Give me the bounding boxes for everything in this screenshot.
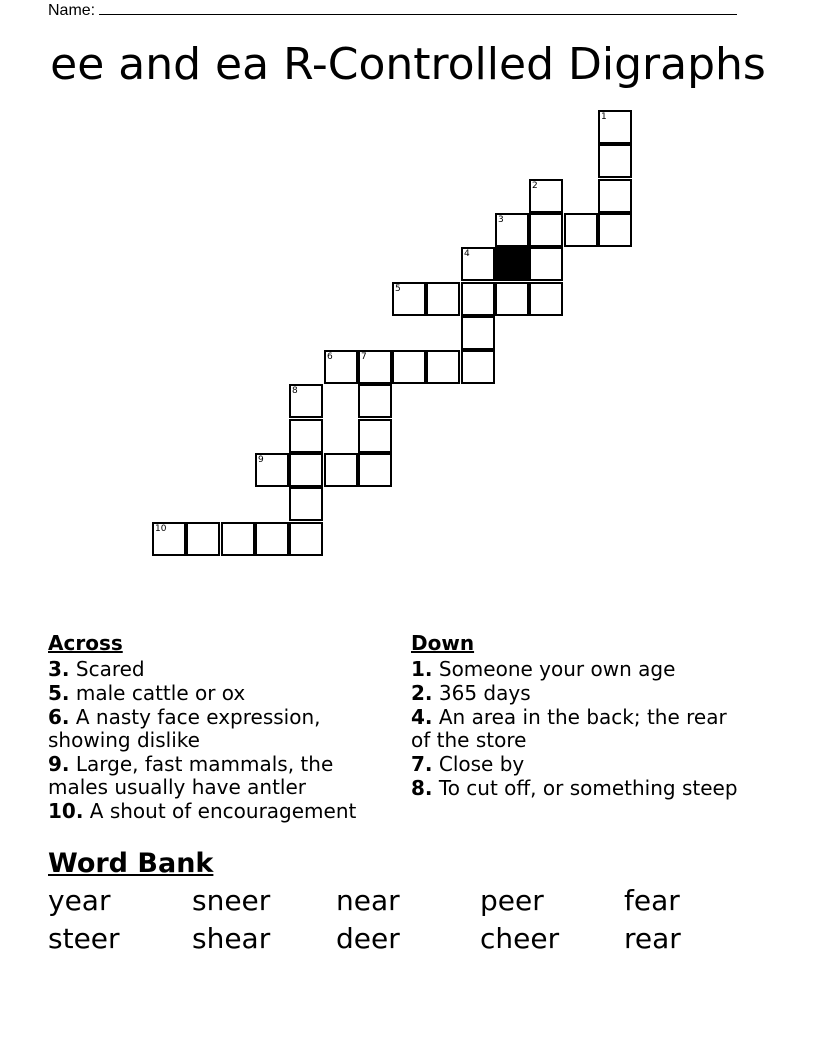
clue-text: Scared	[75, 657, 145, 681]
crossword-cell[interactable]	[529, 247, 563, 281]
clue-number: 10.	[48, 799, 84, 823]
crossword-cell[interactable]	[289, 419, 323, 453]
clue-text: male cattle or ox	[75, 681, 246, 705]
down-clue	[411, 706, 751, 752]
crossword-cell[interactable]	[392, 350, 426, 384]
word-bank-word: shear	[192, 922, 271, 955]
down-clue	[411, 658, 751, 681]
crossword-cell[interactable]	[461, 316, 495, 350]
across-clue	[48, 658, 378, 681]
down-clue	[411, 753, 751, 776]
crossword-cell[interactable]	[358, 453, 392, 487]
crossword-block	[495, 247, 529, 281]
crossword-cell[interactable]	[564, 213, 598, 247]
clue-text: Someone your own age	[438, 657, 676, 681]
word-bank-word: rear	[624, 922, 681, 955]
clue-number: 3.	[48, 657, 70, 681]
crossword-cell[interactable]	[324, 350, 358, 384]
clue-number: 1.	[411, 657, 433, 681]
down-clue	[411, 777, 751, 800]
crossword-cell[interactable]	[289, 384, 323, 418]
cell-number: 2	[532, 181, 538, 191]
cell-number: 4	[464, 249, 470, 259]
down-clues	[411, 630, 751, 801]
across-clue	[48, 682, 378, 705]
clue-text: Large, fast mammals, the males usually have antler	[48, 752, 334, 799]
crossword-cell[interactable]	[324, 453, 358, 487]
crossword-cell[interactable]	[392, 282, 426, 316]
crossword-cell[interactable]	[529, 213, 563, 247]
crossword-cell[interactable]	[598, 110, 632, 144]
crossword-cell[interactable]	[221, 522, 255, 556]
crossword-cell[interactable]	[358, 384, 392, 418]
crossword-cell[interactable]	[255, 522, 289, 556]
crossword-cell[interactable]	[358, 350, 392, 384]
clue-text: An area in the back; the rear of the store	[411, 705, 727, 752]
word-bank-word: peer	[480, 884, 544, 917]
clue-number: 7.	[411, 752, 433, 776]
crossword-cell[interactable]	[461, 247, 495, 281]
clue-text: Close by	[438, 752, 525, 776]
clue-number: 4.	[411, 705, 433, 729]
across-clue	[48, 800, 378, 823]
across-clues	[48, 630, 378, 824]
cell-number: 3	[498, 215, 504, 225]
crossword-cell[interactable]	[426, 350, 460, 384]
crossword-cell[interactable]	[495, 282, 529, 316]
word-bank-word: near	[336, 884, 400, 917]
cell-number: 9	[258, 455, 264, 465]
crossword-cell[interactable]	[495, 213, 529, 247]
clue-number: 6.	[48, 705, 70, 729]
crossword-cell[interactable]	[358, 419, 392, 453]
crossword-cell[interactable]	[598, 179, 632, 213]
across-heading: Across	[48, 631, 123, 655]
page-title: ee and ea R-Controlled Digraphs	[50, 39, 766, 90]
crossword-cell[interactable]	[598, 213, 632, 247]
crossword-cell[interactable]	[186, 522, 220, 556]
word-bank-word: cheer	[480, 922, 560, 955]
cell-number: 6	[327, 352, 333, 362]
cell-number: 1	[601, 112, 607, 122]
clue-number: 8.	[411, 776, 433, 800]
crossword-cell[interactable]	[289, 487, 323, 521]
clue-number: 5.	[48, 681, 70, 705]
clue-number: 9.	[48, 752, 70, 776]
word-bank-heading: Word Bank	[48, 848, 214, 879]
crossword-cell[interactable]	[529, 282, 563, 316]
crossword-cell[interactable]	[289, 522, 323, 556]
down-heading: Down	[411, 631, 475, 655]
crossword-cell[interactable]	[289, 453, 323, 487]
word-bank-word: sneer	[192, 884, 271, 917]
word-bank-word: year	[48, 884, 111, 917]
clue-text: A nasty face expression, showing dislike	[48, 705, 321, 752]
across-clue	[48, 706, 378, 752]
word-bank-word: steer	[48, 922, 120, 955]
word-bank-word: deer	[336, 922, 400, 955]
crossword-cell[interactable]	[461, 282, 495, 316]
cell-number: 10	[155, 524, 167, 534]
clue-number: 2.	[411, 681, 433, 705]
clue-text: 365 days	[438, 681, 531, 705]
cell-number: 8	[292, 386, 298, 396]
crossword-cell[interactable]	[255, 453, 289, 487]
crossword-cell[interactable]	[152, 522, 186, 556]
name-label: Name:	[48, 2, 96, 19]
crossword-cell[interactable]	[426, 282, 460, 316]
cell-number: 5	[395, 284, 401, 294]
crossword-cell[interactable]	[529, 179, 563, 213]
down-clue	[411, 682, 751, 705]
clue-text: A shout of encouragement	[89, 799, 357, 823]
cell-number: 7	[361, 352, 367, 362]
clue-text: To cut off, or something steep	[438, 776, 738, 800]
across-clue	[48, 753, 378, 799]
crossword-cell[interactable]	[598, 144, 632, 178]
word-bank-word: fear	[624, 884, 680, 917]
crossword-cell[interactable]	[461, 350, 495, 384]
